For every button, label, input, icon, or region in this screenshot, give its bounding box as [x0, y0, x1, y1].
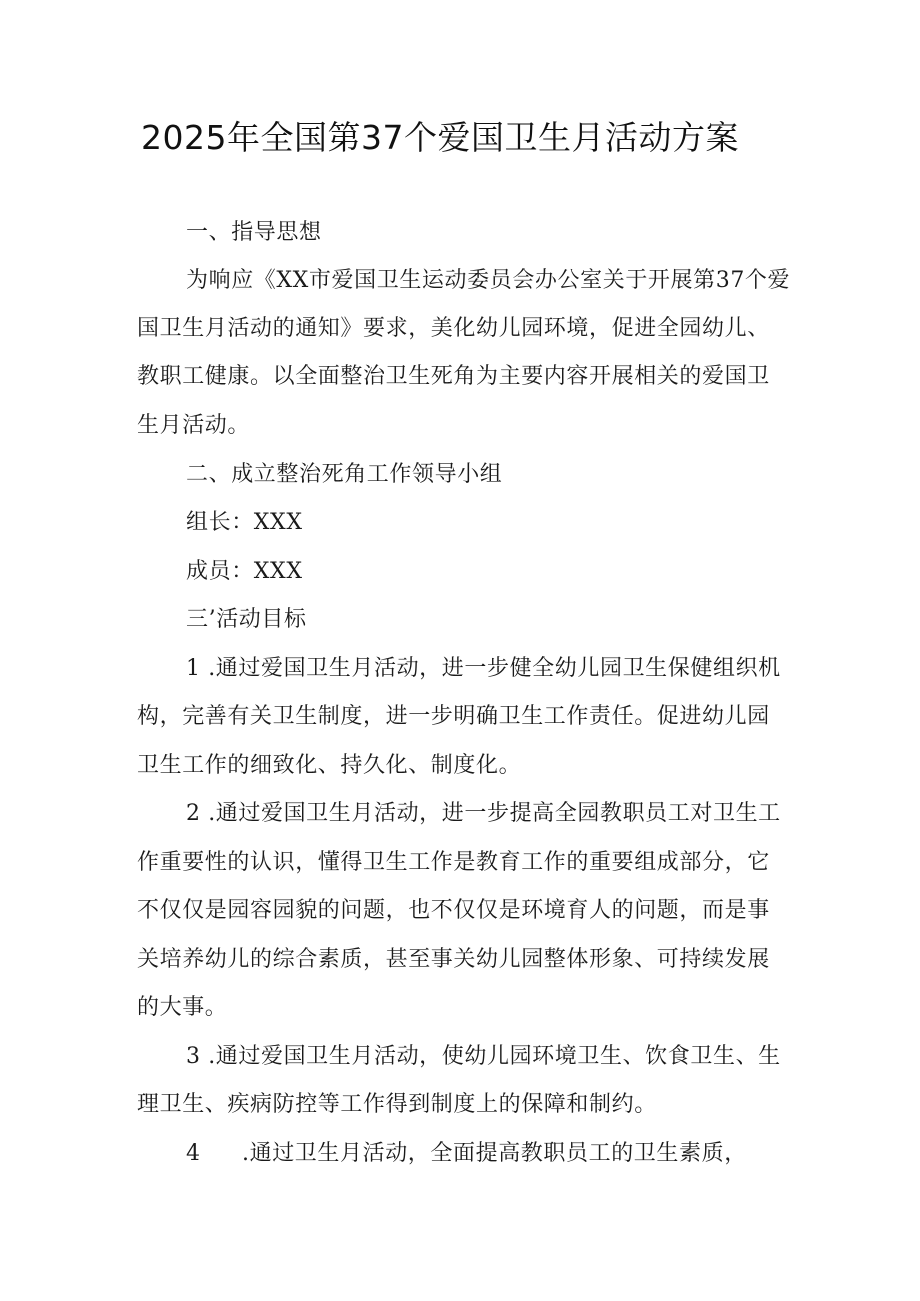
goal-1-line: 构，完善有关卫生制度，进一步明确卫生工作责任。促进幼儿园: [137, 704, 770, 729]
goal-3-line: 理卫生、疾病防控等工作得到制度上的保障和制约。: [137, 1092, 657, 1117]
section-1-heading: 一、指导思想: [186, 220, 322, 245]
group-leader: 组长：XXX: [186, 510, 303, 535]
paragraph-line: 生月活动。: [137, 413, 251, 438]
goal-2-line: 不仅仅是园容园貌的问题，也不仅仅是环境育人的问题，而是事: [137, 898, 770, 923]
goal-2-line: 关培养幼儿的综合素质，甚至事关幼儿园整体形象、可持续发展: [137, 947, 770, 972]
goal-3-line: 3 .通过爱国卫生月活动，使幼儿园环境卫生、饮食卫生、生: [186, 1044, 781, 1069]
goal-1-line: 卫生工作的细致化、持久化、制度化。: [137, 753, 522, 778]
goal-2-line: 的大事。: [137, 995, 228, 1020]
section-3-heading: 三’活动目标: [186, 607, 307, 632]
goal-4-line: .通过卫生月活动，全面提高教职员工的卫生素质，: [242, 1141, 747, 1166]
section-2-heading: 二、成立整治死角工作领导小组: [186, 462, 503, 487]
document-title: 2025年全国第37个爱国卫生月活动方案: [141, 118, 739, 157]
paragraph-line: 国卫生月活动的通知》要求，美化幼儿园环境，促进全园幼儿、: [137, 316, 770, 341]
goal-4-number: 4: [186, 1141, 201, 1166]
paragraph-line: 教职工健康。以全面整治卫生死角为主要内容开展相关的爱国卫: [137, 364, 770, 389]
goal-2-line: 作重要性的认识，懂得卫生工作是教育工作的重要组成部分，它: [137, 850, 770, 875]
goal-2-line: 2 .通过爱国卫生月活动，进一步提高全园教职员工对卫生工: [186, 801, 781, 826]
group-members: 成员：XXX: [186, 559, 303, 584]
goal-1-line: 1 .通过爱国卫生月活动，进一步健全幼儿园卫生保健组织机: [186, 656, 781, 681]
paragraph-line: 为响应《XX市爱国卫生运动委员会办公室关于开展第37个爱: [186, 268, 791, 293]
